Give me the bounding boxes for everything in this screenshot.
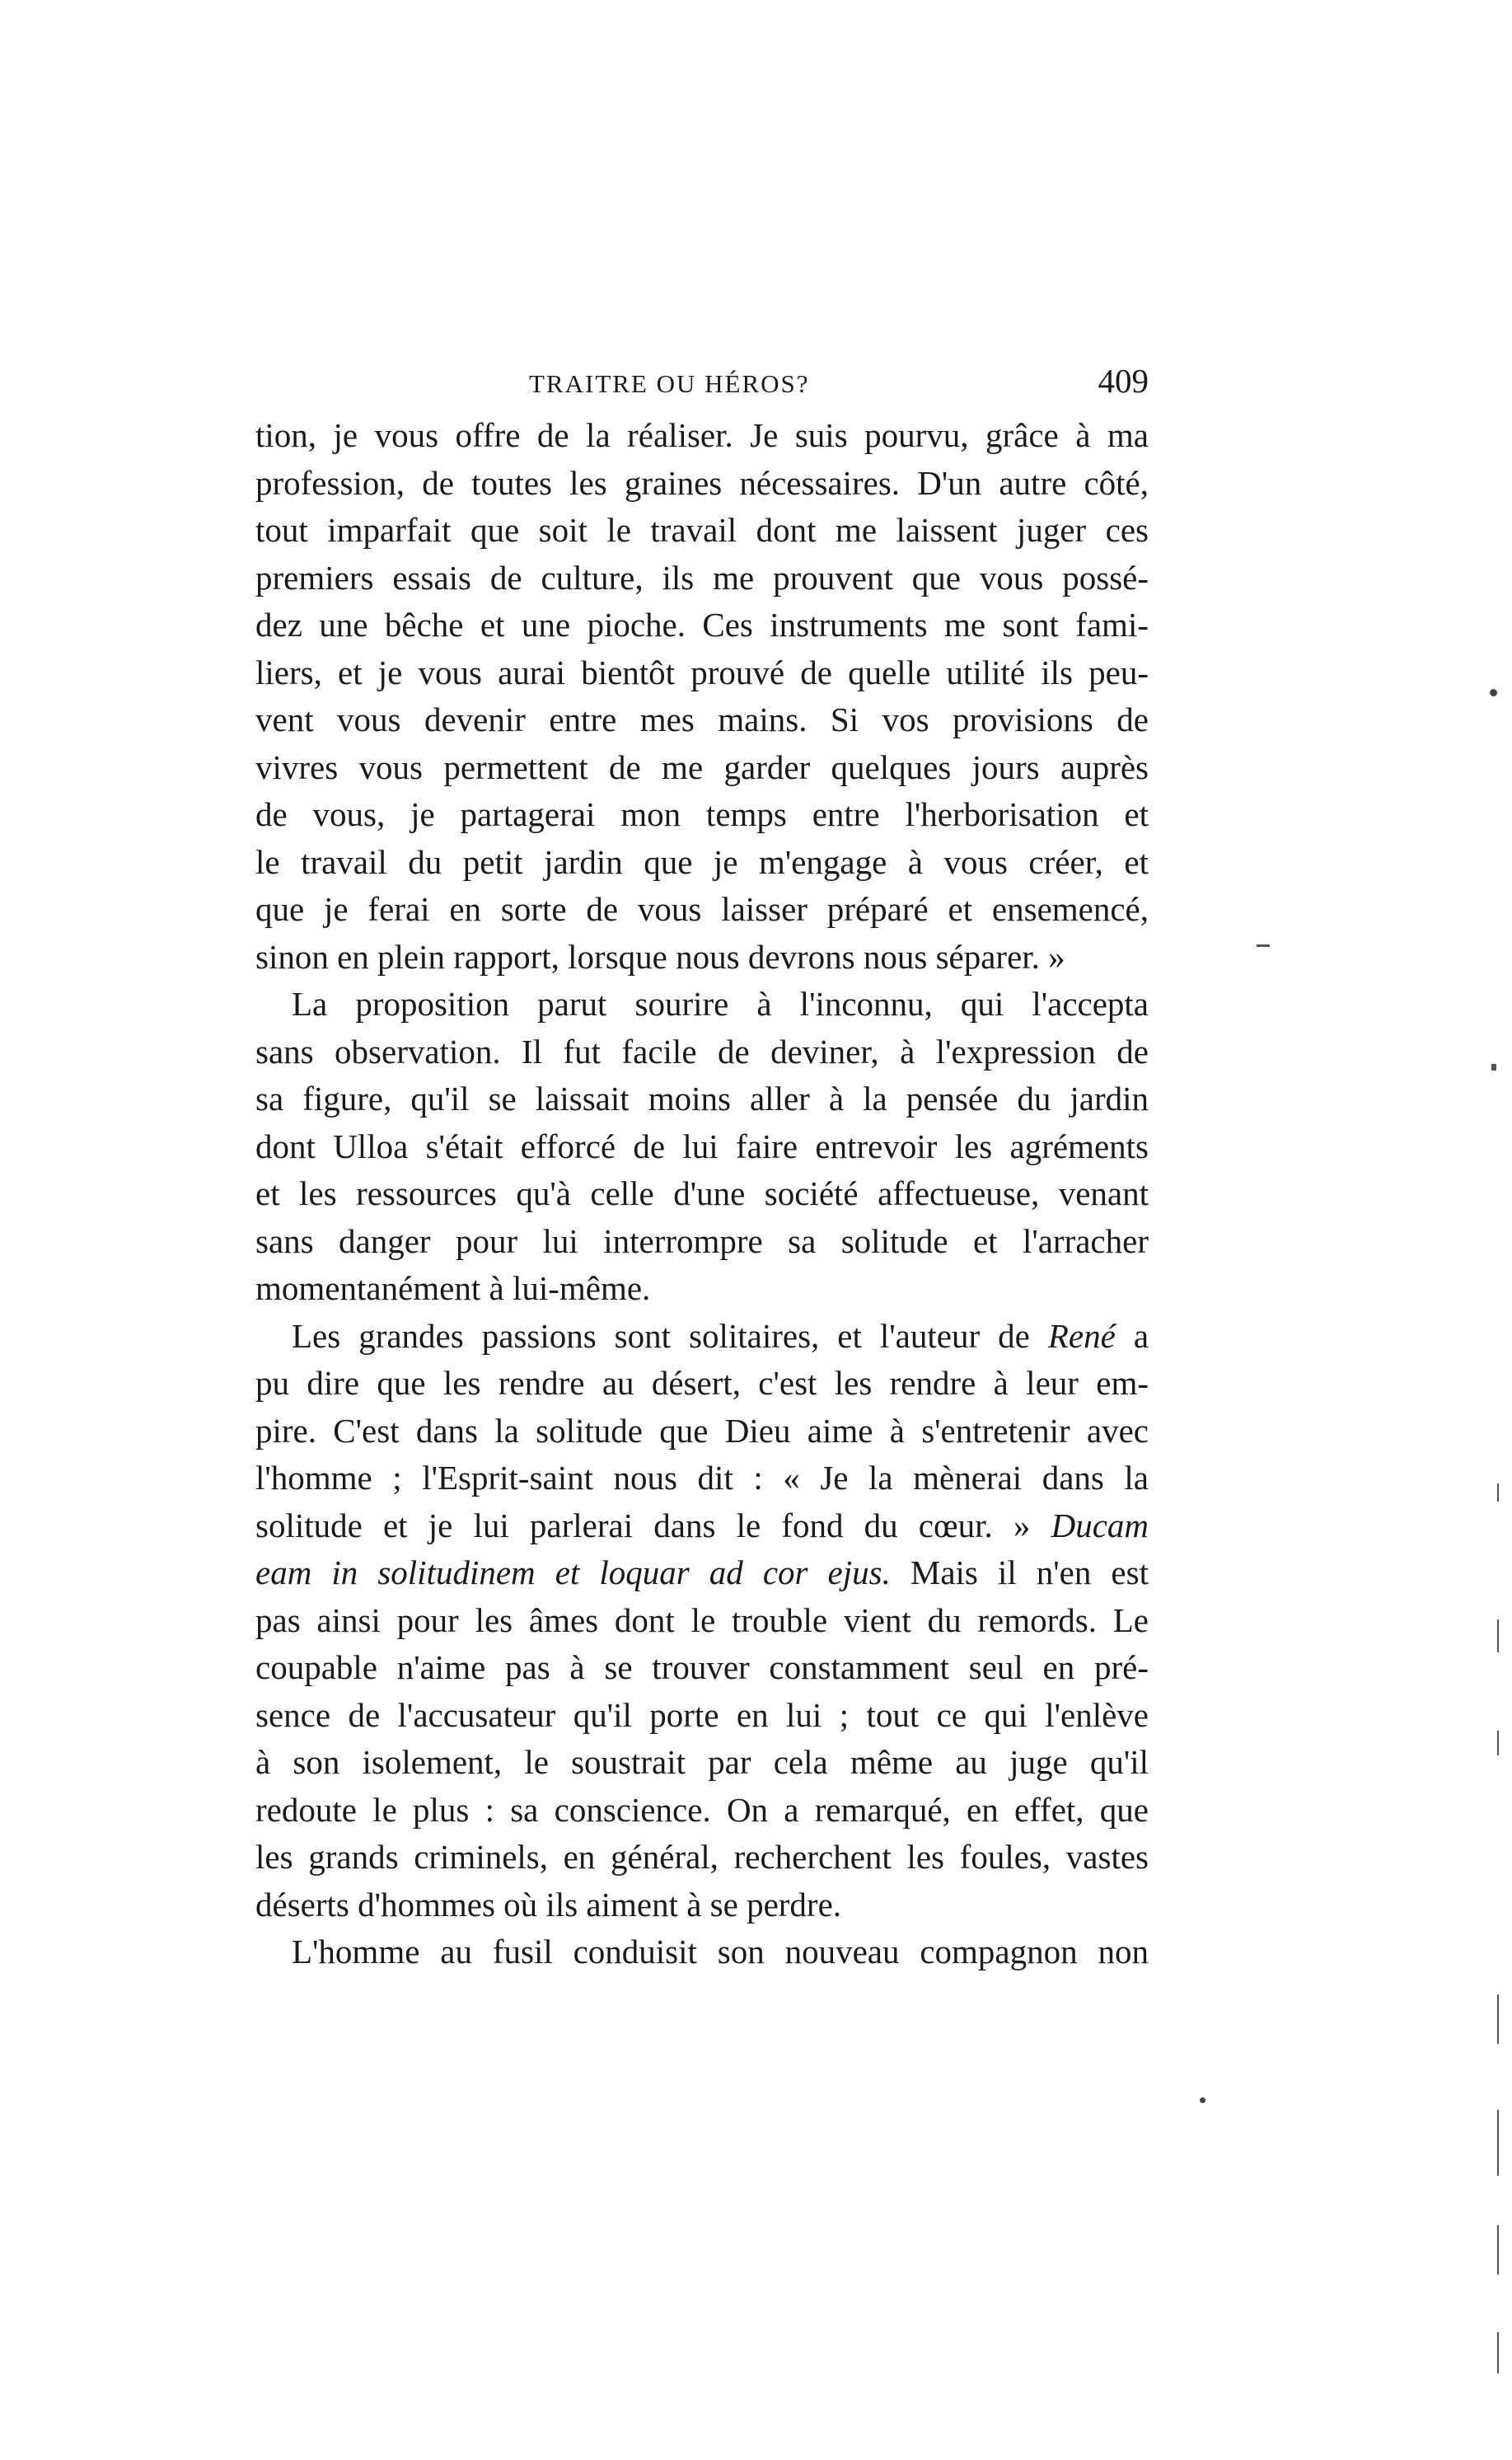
text-line: pas ainsi pour les âmes dont le trouble vient du remords. Le [255,1600,1149,1639]
scan-mark [1497,1483,1499,1502]
text-line: La proposition parut sourire à l'inconnu, qui l'accepta [292,985,1149,1023]
scan-mark [1497,2225,1499,2275]
text-line: premiers essais de culture, ils me prouvent que vous possé- [255,558,1149,597]
text-line: déserts d'hommes où ils aiment à se perdre. [255,1885,842,1923]
text-segment: Les grandes passions sont solitaires, et l'auteur de [292,1316,1030,1355]
scan-mark [1497,1994,1499,2044]
text-line: pu dire que les rendre au désert, c'est les rendre à leur em- [255,1364,1149,1402]
text-line: sans danger pour lui interrompre sa solitude et l'arracher [255,1221,1149,1260]
text-line: tion, je vous offre de la réaliser. Je suis pourvu, grâce à ma [255,416,1149,454]
text-line: sa figure, qu'il se laissait moins aller à la pensée du jardin [255,1080,1149,1118]
running-head [257,361,1149,410]
text-line: dez une bêche et une pioche. Ces instruments me sont fami- [255,606,1149,644]
latin-quote: eam in solitudinem et loquar ad cor ejus. [255,1553,891,1591]
text-line: que je ferai en sorte de vous laisser préparé et ensemencé, [255,890,1149,928]
text-line [255,1313,1149,1361]
text-segment: Mais il n'en est [910,1553,1149,1591]
text-line: L'homme au fusil conduisit son nouveau compagnon non [292,1933,1149,1970]
running-title: TRAITRE OU HÉROS? [529,369,810,398]
text-line: de vous, je partagerai mon temps entre l'herborisation et [255,795,1149,833]
text-line: à son isolement, le soustrait par cela même au juge qu'il [255,1743,1149,1781]
scan-mark [1497,1619,1499,1652]
text-segment: a [1133,1316,1149,1355]
text-line: l'homme ; l'Esprit-saint nous dit : « Je la mènerai dans la [255,1459,1149,1497]
latin-quote: Ducam [1051,1506,1149,1544]
text-line: vivres vous permettent de me garder quelques jours auprès [255,747,1149,786]
scan-mark [1497,1731,1499,1755]
text-line: le travail du petit jardin que je m'engage à vous créer, et [255,842,1149,881]
scan-mark [1497,2110,1499,2176]
scan-speck [1200,2097,1205,2103]
text-line: vent vous devenir entre mes mains. Si vos provisions de [255,701,1149,738]
text-line [255,1502,1149,1550]
text-line: sence de l'accusateur qu'il porte en lui ; tout ce qui l'enlève [255,1695,1149,1734]
scan-mark [1497,2332,1499,2373]
text-line: momentanément à lui-même. [255,1269,651,1307]
text-line: liers, et je vous aurai bientôt prouvé de quelle utilité ils peu- [255,653,1149,691]
text-line: tout imparfait que soit le travail dont me laissent juger ces [255,511,1149,549]
text-line: dont Ulloa s'était efforcé de lui faire entrevoir les agréments [255,1127,1149,1165]
scan-mark [1257,944,1270,947]
text-line: sans observation. Il fut facile de deviner, à l'expression de [255,1032,1149,1071]
text-line: et les ressources qu'à celle d'une société affectueuse, venant [255,1174,1149,1212]
text-line [255,1549,1149,1597]
page-number: 409 [1098,362,1149,400]
text-line: profession, de toutes les graines nécessaires. D'un autre côté, [255,463,1149,502]
text-line: coupable n'aime pas à se trouver constamment seul en pré- [255,1648,1149,1686]
text-line: pire. C'est dans la solitude que Dieu aime à s'entretenir avec [255,1411,1149,1450]
text-line: sinon en plein rapport, lorsque nous devrons nous séparer. » [255,937,1065,976]
scan-mark [1491,1064,1496,1071]
scan-speck [1490,689,1497,696]
text-segment: solitude et je lui parlerai dans le fond du cœur. » [255,1506,1031,1544]
text-line: les grands criminels, en général, recherchent les foules, vastes [255,1838,1149,1876]
italic-title: René [1047,1316,1116,1355]
text-line: redoute le plus : sa conscience. On a remarqué, en effet, que [255,1790,1149,1829]
body-text [255,412,1149,1976]
